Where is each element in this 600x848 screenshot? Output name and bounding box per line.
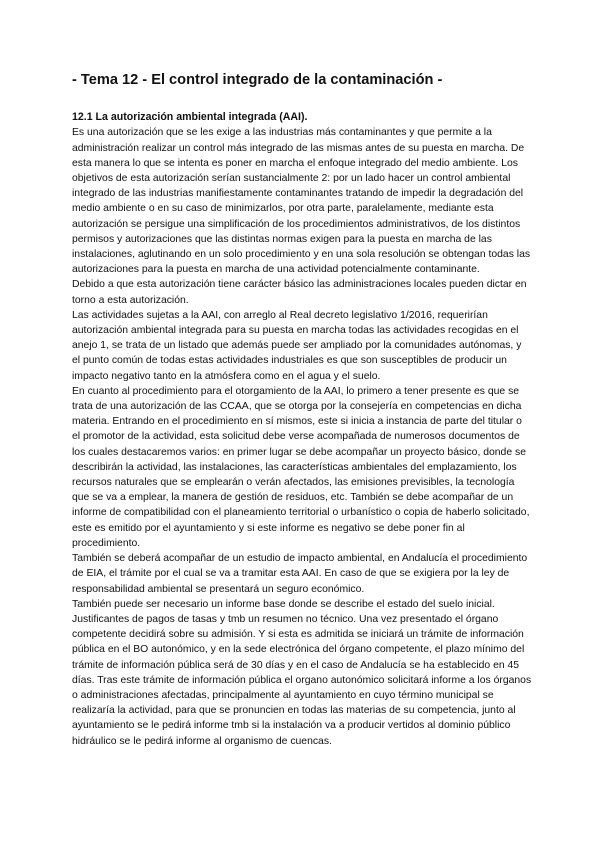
paragraph-basic-character: Debido a que esta autorización tiene carácter básico las administraciones locales pueden dictar en torno a esta autorización. <box>72 279 527 306</box>
paragraph-impact-study: También se deberá acompañar de un estudio de impacto ambiental, en Andalucía el procedimiento de EIA, el trámite por el cual se va a tramitar esta AAI. En caso de que se exigiera por la ley de responsabilidad ambiental se presentará un seguro económico. <box>72 553 528 595</box>
paragraph-activities: Las actividades sujetas a la AAI, con arreglo al Real decreto legislativo 1/2016, requerirían autorización ambiental integrada para su puesta en marcha todas las actividades recogidas en el anejo 1, se trata de un listado que además puede ser ampliado por la comunidades autónomas, y el punto común de todas estas actividades industriales es que son susceptibles de producir un impacto negativo tanto en la atmósfera como en el agua y el suelo. <box>72 309 522 382</box>
paragraph-public-information: Justificantes de pagos de tasas y tmb un resumen no técnico. Una vez presentado el órgano competente decidirá sobre su admisión. Y si esta es admitida se iniciará un trámite de información pública en el BO autonómico, y en la sede electrónica del órgano competente, el plazo mínimo del trámite de información pública será de 30 días y en el caso de Andalucía se ha establecido en 45 días. Tras este trámite de información pública el organo autonómico solicitará informe a los órganos o administraciones afectadas, principalmente al ayuntamiento en cuyo término municipal se realizaría la actividad, para que se pronuncien en todas las materias de su competencia, junto al ayuntamiento se le pedirá informe tmb si la instalación va a producir vertidos al dominio público hidráulico se le pedirá informe al organismo de cuencas. <box>72 613 532 747</box>
paragraph-intro: Es una autorización que se les exige a las industrias más contaminantes y que permite a la administración realizar un control más integrado de las mismas antes de su puesta en marcha. De esta manera lo que se intenta es poner en marcha el enfoque integrado del medio ambiente. Los objetivos de esta autorización serían sustancialmente 2: por un lado hacer un control ambiental integrado de las industrias manifiestamente contaminantes tratando de impedir la degradación del medio ambiente o en su caso de minimizarlos, por otra parte, paralelamente, mediante esta autorización se persigue una simplificación de los procedimientos administrativos, de los distintos permisos y autorizaciones que las distintas normas exigen para la puesta en marcha de las instalaciones, aglutinando en un solo procedimiento y en una sola resolución se obtengan todas las autorizaciones para la puesta en marcha de una actividad potencialmente contaminante. <box>72 127 531 276</box>
document-page <box>72 70 532 749</box>
section-heading: 12.1 La autorización ambiental integrada (AAI). <box>72 111 308 123</box>
paragraph-soil-report: También puede ser necesario un informe base donde se describe el estado del suelo inicial. <box>72 598 495 610</box>
paragraph-procedure: En cuanto al procedimiento para el otorgamiento de la AAI, lo primero a tener presente es que se trata de una autorización de las CCAA, que se otorga por la consejería en competencias en dicha materia. Entrando en el procedimiento en sí mismos, este si inicia a instancia de parte del titular o el promotor de la actividad, esta solicitud debe verse acompañada de numerosos documentos de los cuales destacaremos varios: en primer lugar se debe acompañar un proyecto básico, donde se describirán la actividad, las instalaciones, las características ambientales del emplazamiento, los recursos naturales que se emplearán o verán afectados, las emisiones previsibles, la tecnología que se va a emplear, la manera de gestión de residuos, etc. También se debe acompañar de un informe de compatibilidad con el planeamiento territorial o urbanístico o copia de haberlo solicitado, este es emitido por el ayuntamiento y si este informe es negativo se debe poner fin al procedimiento. <box>72 385 530 549</box>
document-title: - Tema 12 - El control integrado de la contaminación - <box>72 72 443 88</box>
